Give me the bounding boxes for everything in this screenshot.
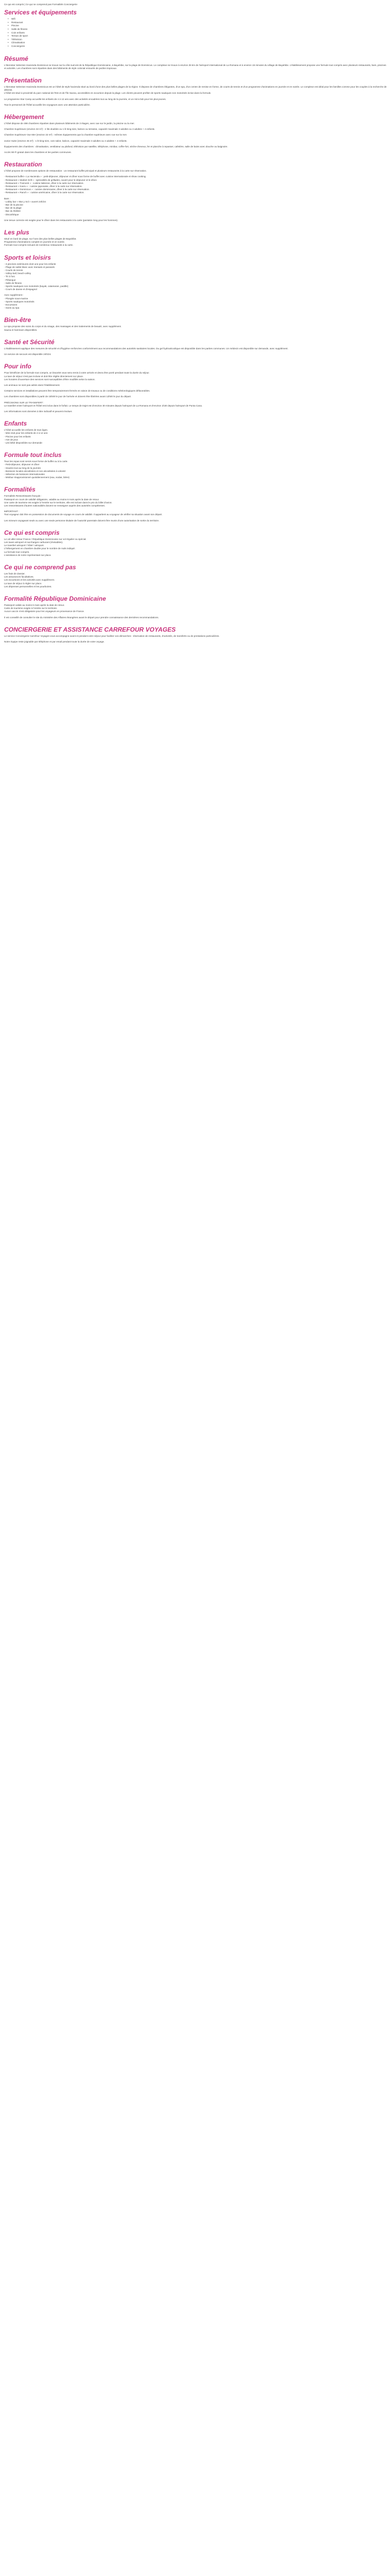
amenity-item: • Terrain de sport <box>11 35 387 38</box>
section-paragraph: Accès Wi-Fi gratuit dans les chambres et les parties communes. <box>4 150 72 154</box>
section-heading: Formule tout inclus <box>4 451 62 459</box>
section-paragraph: IMPORTANT : Tout voyageur doit être en possession de documents de voyage en cours de validité. Il appartient au voyageur de vérifier sa situation avant son départ. <box>4 510 162 516</box>
amenity-item: • Télévision <box>11 38 387 42</box>
section-paragraph: - 3 piscines extérieures dont une pour les enfants - Plage de sable blanc avec transats et parasols - Courts de tennis - Volley-ball, beach-volley - Tir à l'arc - Pétanque - Salle de fitness - Sports nautiques non motorisés (kayak, catamaran, paddle) - Cours de danse et d'espagnol <box>4 262 69 291</box>
section-heading: CONCIERGERIE ET ASSISTANCE CARREFOUR VOYAGES <box>4 625 176 633</box>
section-paragraph: Tous les repas sont servis sous forme de buffet ou à la carte. - Petit-déjeuner, déjeuner et dîner - Snacks tout au long de la journée - Boissons locales alcoolisées et non alcoolisées à volonté - Sélection de boissons internationales - Minibar réapprovisionné quotidiennement (eau, sodas, bière) <box>4 460 70 479</box>
section-paragraph: L'hôtel dispose de 498 chambres réparties dans plusieurs bâtiments de 3 étages, avec vue sur le jardin, la piscine ou la mer. <box>4 122 135 125</box>
section-paragraph: Chambre Supérieure (environ 32 m²) : 2 lits doubles ou 1 lit king-size, balcon ou terrasse, capacité maximale 3 adultes ou 2 adultes + 2 enfants. <box>4 128 155 131</box>
section-paragraph: Notre équipe reste joignable par téléphone et par email pendant toute la durée de votre voyage. <box>4 640 105 643</box>
section-heading: Santé et Sécurité <box>4 338 55 346</box>
section-paragraph: Situé en bord de plage, sur l'une des plus belles plages de Bayahibe. Programme d'animations complet en journée et en soirée. Formule tout compris incluant de nombreux restaurants à la carte. <box>4 238 77 247</box>
section-paragraph: L'Iberostar Selection Hacienda Dominicus se trouve sur la côte sud-est de la République Dominicaine, à Bayahibe, sur la plage de Dominicus. Le complexe se trouve à environ 25 km de l'aéroport international de La Romana et à environ 15 minutes du village de Bayahibe. L'établissement propose une formule tout compris avec plusieurs restaurants, bars, piscines et activités. Les chambres sont réparties dans des bâtiments de style colonial entourés de jardins tropicaux. <box>4 63 386 70</box>
section-paragraph: Les mineurs voyageant seuls ou avec une seule personne titulaire de l'autorité parentale doivent être munis d'une autorisation de sortie du territoire. <box>4 519 159 522</box>
section-formalites <box>4 485 387 522</box>
section-paragraph: Les frais de dossier. Les assurances facultatives. Les excursions et les activités avec supplément. La taxe de séjour à régler sur place. Les dépenses personnelles et les pourboires. <box>4 572 55 588</box>
section-heading: Restauration <box>4 161 42 168</box>
section-paragraph: Bars : - Lobby bar « Mar y Sol » ouvert 24h/24 - Bar de la piscine - Bar de la plage - Bar du théâtre - Discothèque <box>4 197 46 216</box>
section-sports-et-loisirs <box>4 253 387 310</box>
intro-line: Ce qui est compris | Ce qui ne comprend pas Formalités Conciergerie <box>4 3 77 6</box>
section-heading: Enfants <box>4 420 27 428</box>
section-conciergerie-et-assistance-carrefour-voyages <box>4 625 387 643</box>
section-paragraph: Les chambres sont disponibles à partir de 15h00 le jour de l'arrivée et doivent être libérées avant 12h00 le jour du départ. <box>4 395 132 398</box>
section-enfants <box>4 419 387 445</box>
section-heading: Présentation <box>4 76 42 84</box>
section-paragraph: PRÉCISIONS SUR LE TRANSFERT : Le transfert entre l'aéroport et l'hôtel est inclus dans le forfait. Le temps de trajet est d'environ 30 minutes depuis l'aéroport de La Romana et d'environ 1h30 depuis l'aéroport de Punta Cana. <box>4 401 203 407</box>
amenity-item: • Wifi <box>11 18 387 21</box>
section-heading: Formalités <box>4 486 36 494</box>
section-paragraph: Le service Conciergerie Carrefour Voyages vous accompagne avant et pendant votre séjour pour faciliter vos démarches : réservation de restaurants, d'activités, de transferts ou de prestations particulières. <box>4 634 220 637</box>
section-formule-tout-inclus <box>4 451 387 479</box>
amenity-item: • Restaurant <box>11 21 387 25</box>
section-services-et-equipements <box>4 8 387 48</box>
section-paragraph: Pour bénéficier de la formule tout compris, un bracelet vous sera remis à votre arrivée et devra être porté pendant toute la durée du séjour. La taxe de séjour n'est pas incluse et doit être réglée directement sur place. Les horaires d'ouverture des services sont susceptibles d'être modifiés selon la saison. <box>4 371 150 381</box>
section-heading: Les plus <box>4 229 29 236</box>
page <box>0 0 391 651</box>
section-paragraph: Une tenue correcte est exigée pour le dîner dans les restaurants à la carte (pantalon long pour les hommes). <box>4 218 118 222</box>
section-paragraph: Un service de secours est disponible 24h/24. <box>4 353 52 356</box>
section-ce-qui-ne-comprend-pas <box>4 563 387 588</box>
section-paragraph: Formalités Ressortissants français : Passeport en cours de validité obligatoire, valable au moins 6 mois après la date de retour. Une carte de tourisme est exigée à l'entrée sur le territoire, elle est incluse dans le prix du billet d'avion. Les ressortissants d'autres nationalités doivent se renseigner auprès des autorités compétentes. <box>4 495 112 507</box>
amenity-item: • Piscine <box>11 24 387 28</box>
section-paragraph: Passeport valide au moins 6 mois après la date de retour. Carte de tourisme exigée à l'entrée sur le territoire. Aucun vaccin n'est obligatoire pour les voyageurs en provenance de France. <box>4 604 85 613</box>
amenity-item: • Conciergerie <box>11 45 387 48</box>
section-paragraph: Le vol aller-retour France / République Dominicaine sur vol régulier ou spécial. Les taxes aéroport et surcharges carburant (révisables). Le transfert aéroport / hôtel / aéroport. L'hébergement en chambre double pour le nombre de nuits indiqué. La formule tout compris. L'assistance de notre représentant sur place. <box>4 537 87 556</box>
section-les-plus <box>4 228 387 247</box>
section-paragraph: Les animaux ne sont pas admis dans l'établissement. <box>4 383 60 386</box>
section-paragraph: Tout le personnel de l'hôtel accueille les voyageurs avec une attention particulière. <box>4 103 91 106</box>
section-heading: Services et équipements <box>4 9 77 16</box>
section-paragraph: L'hôtel accueille les enfants de tous âges. - Mini-club pour les enfants de 4 à 12 ans - Piscine pour les enfants - Aire de jeux - Lits bébé disponibles sur demande <box>4 429 48 444</box>
section-heading: Bien-être <box>4 316 31 324</box>
section-paragraph: Il est conseillé de consulter le site du ministère des Affaires étrangères avant le départ pour prendre connaissance des dernières recommandations. <box>4 616 159 619</box>
section-pour-info <box>4 362 387 413</box>
section-presentation <box>4 76 387 107</box>
section-paragraph: L'hôtel propose de nombreuses options de restauration : un restaurant buffet principal et plusieurs restaurants à la carte sur réservation. <box>4 170 147 173</box>
section-heading: Pour info <box>4 363 31 370</box>
section-paragraph: Avec supplément : - Plongée sous-marine - Sports nautiques motorisés - Excursions - Soins au spa <box>4 294 35 310</box>
section-paragraph: Chambre Supérieure Vue Mer (environ 32 m²) : mêmes équipements que la chambre supérieure avec vue sur la mer. <box>4 133 127 137</box>
section-paragraph: L'établissement applique des mesures de sécurité et d'hygiène renforcées conformément aux recommandations des autorités sanitaires locales. Du gel hydroalcoolique est disponible dans les parties communes. Un médecin est disponible sur demande, avec supplément. <box>4 347 288 350</box>
section-heading: Ce qui est compris <box>4 529 60 536</box>
section-restauration <box>4 160 387 222</box>
amenity-item: • Salle de fitness <box>11 28 387 31</box>
section-resume <box>4 55 387 70</box>
section-heading: Résumé <box>4 55 28 62</box>
section-paragraph: - Restaurant buffet « La Hacienda » : petit-déjeuner, déjeuner et dîner sous forme de buffet avec cuisine internationale et show cooking. - Restaurant « Market Grill » : spécialités de grillades, ouvert pour le déjeuner et le dîner. - Restaurant « Tramonti » : cuisine italienne, dîner à la carte sur réservation. - Restaurant « Kaoru » : cuisine japonaise, dîner à la carte sur réservation. - Restaurant « Dominicus » : cuisine dominicaine, dîner à la carte sur réservation. - Restaurant « Ranch » : cuisine américaine, dîner à la carte sur réservation. <box>4 175 146 194</box>
amenity-item: • Climatisation <box>11 41 387 45</box>
section-paragraph: Les informations sont données à titre indicatif et peuvent évoluer. <box>4 410 73 413</box>
section-paragraph: L'Iberostar Selection Hacienda Dominicus est un hôtel de style hacienda situé au bord d'une des plus belles plages de la région. Il dispose de chambres élégantes, d'un spa, d'un centre de remise en forme, de courts de tennis et d'un programme d'animations en journée et en soirée. Le complexe est idéal pour les familles comme pour les couples à la recherche de détente. L'hôtel est situé à proximité du parc national de l'Est et de l'île Saona, accessibles en excursion depuis la plage. Les clients peuvent profiter de sports nautiques non motorisés inclus dans la formule. <box>4 85 387 95</box>
section-paragraph: Équipements des chambres : climatisation, ventilateur au plafond, télévision par satellite, téléphone, minibar, coffre-fort, sèche-cheveux, fer et planche à repasser, cafetière, salle de bains avec douche ou baignoire. <box>4 145 228 148</box>
section-formalite-republique-dominicaine <box>4 595 387 619</box>
section-paragraph: Junior Suite (environ 45 m²) : 1 lit king-size, coin salon, balcon, capacité maximale 3 adultes ou 2 adultes + 2 enfants. <box>4 139 127 142</box>
section-heading: Formalité République Dominicaine <box>4 595 106 603</box>
section-paragraph: Le spa propose des soins du corps et du visage, des massages et des traitements de beauté, avec supplément. Sauna et hammam disponibles. <box>4 325 122 331</box>
section-paragraph: Certains services et installations peuvent être temporairement fermés en raison de travaux ou de conditions météorologiques défavorables. <box>4 389 150 393</box>
section-ce-qui-est-compris <box>4 529 387 557</box>
section-heading: Hébergement <box>4 113 44 121</box>
section-heading: Sports et loisirs <box>4 253 51 261</box>
amenity-item: • Coin enfants <box>11 31 387 35</box>
section-bien-etre <box>4 316 387 331</box>
amenities-list <box>4 18 387 48</box>
section-heading: Ce qui ne comprend pas <box>4 564 76 571</box>
content <box>4 8 387 643</box>
section-sante-et-securite <box>4 338 387 356</box>
section-paragraph: Le programme Star Camp accueille les enfants de 4 à 12 ans avec des activités encadrées tout au long de la journée, et un mini-club pour les plus jeunes. <box>4 97 167 100</box>
section-hebergement <box>4 113 387 154</box>
